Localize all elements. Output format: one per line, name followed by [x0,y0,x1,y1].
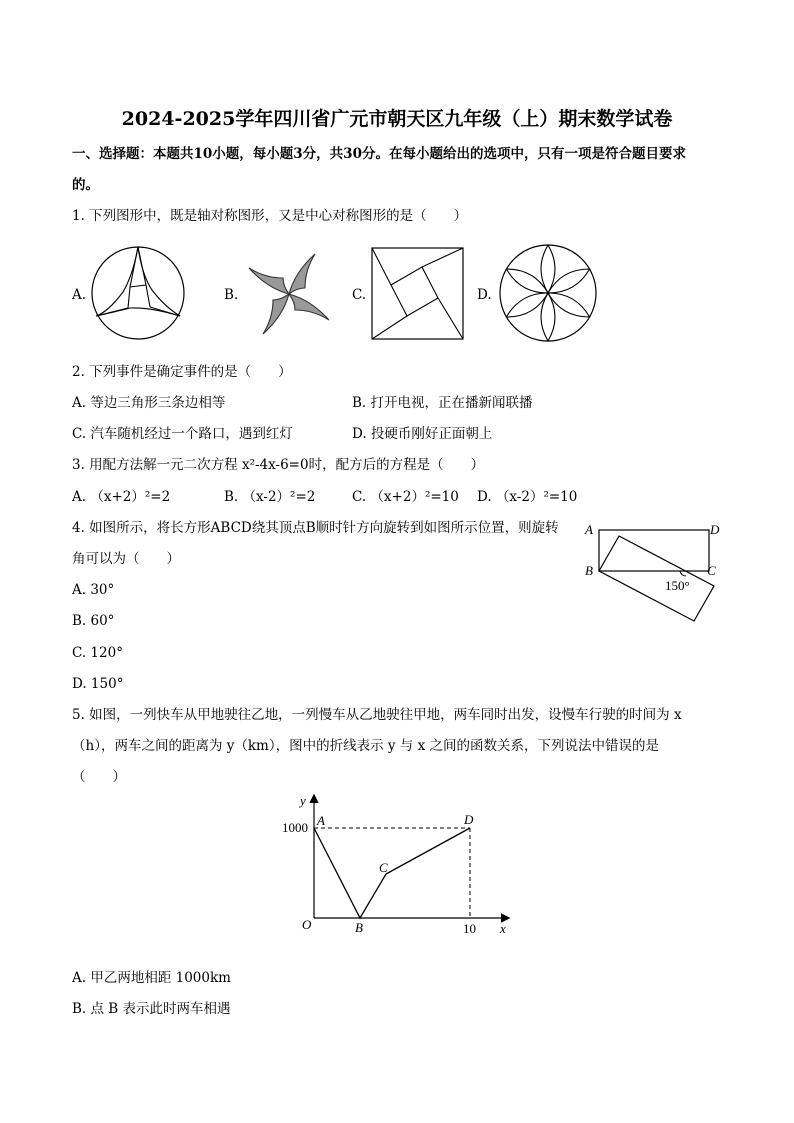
q4-option-c: C. 120° [72,645,123,661]
q4-figure [580,518,730,628]
q5-point-a: A [317,813,325,828]
q3-option-b: B. （x-2）²=2 [224,489,316,505]
q5-graph [278,790,518,940]
q3-option-a: A. （x+2）²=2 [72,489,171,505]
q4-label-c: C [707,563,716,578]
q4-option-d: D. 150° [72,676,124,692]
q4-option-b: B. 60° [72,613,115,629]
section-heading-line1: 一、选择题：本题共10小题，每小题3分，共30分。在每小题给出的选项中，只有一项是符合题目要求 [72,146,686,162]
q4-label-d: D [710,522,720,537]
q1-figure-d [498,243,598,343]
q4-label-b: B [585,563,593,578]
q5-origin-label: O [302,917,312,932]
q1-figure-b [243,248,335,340]
q1-option-b-label: B. [224,287,239,303]
q1-figure-a [90,245,186,341]
q5-y-axis-label: y [300,793,306,808]
q4-label-a: A [585,522,593,537]
exam-title: 2024-2025学年四川省广元市朝天区九年级（上）期末数学试卷 [121,108,673,130]
q1-option-c-label: C. [352,287,367,303]
q4-option-a: A. 30° [72,582,115,598]
q4-stem-line2: 角可以为（ ） [72,551,180,567]
q5-point-b: B [355,920,363,935]
q2-option-c: C. 汽车随机经过一个路口，遇到红灯 [72,426,293,442]
q5-point-c: C [379,860,388,875]
q2-stem: 2. 下列事件是确定事件的是（ ） [72,364,292,380]
q5-x-tick-10: 10 [463,921,476,936]
section-heading-line2: 的。 [72,177,99,193]
q5-option-a: A. 甲乙两地相距 1000km [72,970,231,986]
q3-option-d: D. （x-2）²=10 [477,489,578,505]
q5-stem-line2: （h），两车之间的距离为 y（km），图中的折线表示 y 与 x 之间的函数关系，下列说法中错误的是 [72,738,659,754]
q1-stem: 1. 下列图形中，既是轴对称图形，又是中心对称图形的是（ ） [72,208,468,224]
q5-point-d: D [464,812,474,827]
q1-option-d-label: D. [477,287,492,303]
q2-option-a: A. 等边三角形三条边相等 [72,395,226,411]
q1-figure-c [371,247,465,341]
q4-stem-line1: 4. 如图所示，将长方形ABCD绕其顶点B顺时针方向旋转到如图所示位置，则旋转 [72,520,559,536]
q2-option-d: D. 投硬币刚好正面朝上 [352,426,493,442]
q5-x-axis-label: x [500,921,506,936]
q3-option-c: C. （x+2）²=10 [352,489,459,505]
q4-angle-label: 150° [665,578,690,593]
q2-option-b: B. 打开电视，正在播新闻联播 [352,395,533,411]
q1-option-a-label: A. [72,287,87,303]
q3-stem: 3. 用配方法解一元二次方程 x²-4x-6=0时，配方后的方程是（ ） [72,457,485,473]
q5-option-b: B. 点 B 表示此时两车相遇 [72,1001,231,1017]
q5-y-tick-1000: 1000 [282,820,308,835]
q5-stem-line3: （ ） [72,769,126,785]
q5-stem-line1: 5. 如图，一列快车从甲地驶往乙地，一列慢车从乙地驶往甲地，两车同时出发，设慢车行驶的时间为 x [72,707,682,723]
